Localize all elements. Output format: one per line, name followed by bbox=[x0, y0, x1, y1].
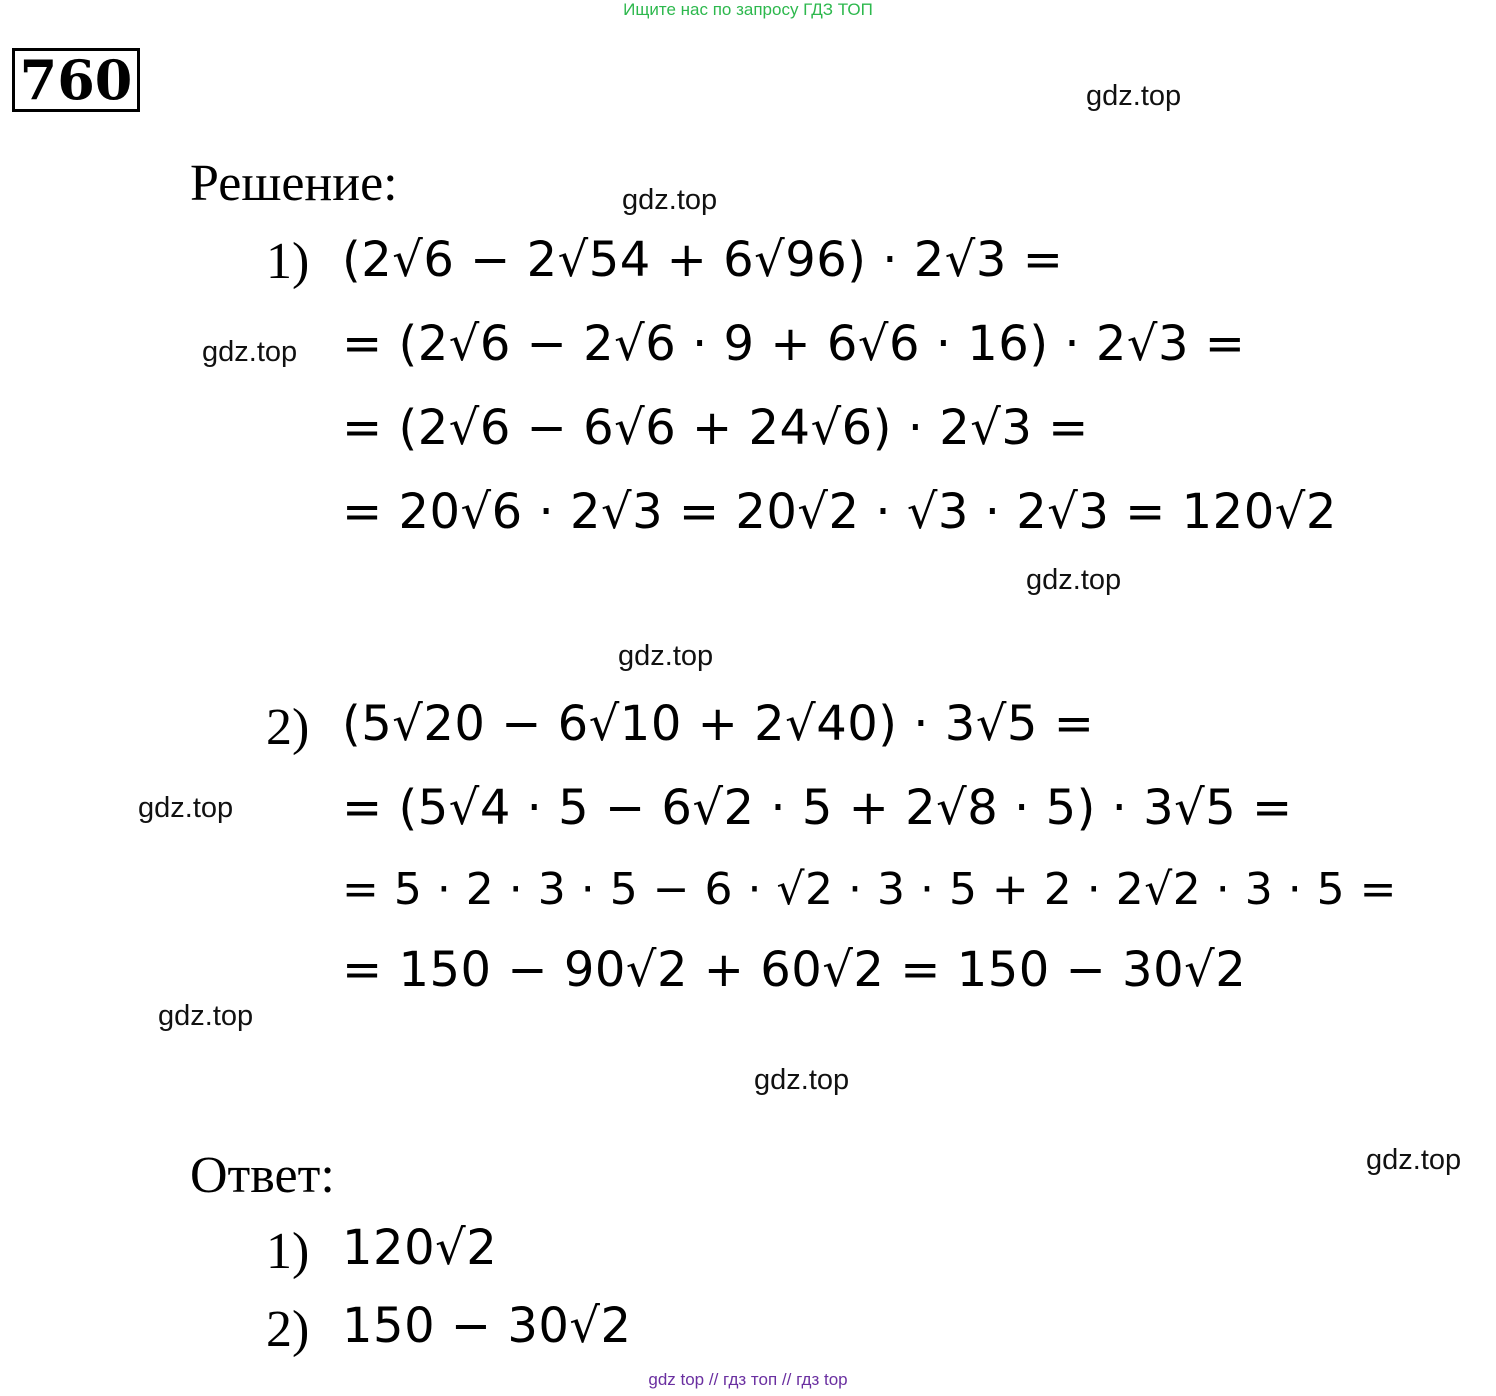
part2-line-2: = (5√4 · 5 − 6√2 · 5 + 2√8 · 5) · 3√5 = bbox=[342, 780, 1293, 836]
footer-separator: // bbox=[708, 1370, 719, 1389]
watermark: gdz.top bbox=[202, 336, 298, 368]
part2-line-3: = 5 · 2 · 3 · 5 − 6 · √2 · 3 · 5 + 2 · 2√2 · 3 · 5 = bbox=[342, 864, 1398, 915]
solution-heading: Решение: bbox=[190, 155, 398, 212]
watermark: gdz.top bbox=[1026, 564, 1122, 596]
answer-1-value: 120√2 bbox=[342, 1220, 498, 1276]
part1-line-3: = (2√6 − 6√6 + 24√6) · 2√3 = bbox=[342, 400, 1089, 456]
answer-2-label: 2) bbox=[266, 1301, 310, 1358]
footer-link-2[interactable]: гдз топ bbox=[723, 1370, 778, 1389]
footer-separator: // bbox=[781, 1370, 792, 1389]
answer-heading: Ответ: bbox=[190, 1147, 335, 1204]
footer-link-1[interactable]: gdz top bbox=[648, 1370, 705, 1389]
part1-line-4: = 20√6 · 2√3 = 20√2 · √3 · 2√3 = 120√2 bbox=[342, 484, 1337, 540]
part1-line-2: = (2√6 − 2√6 · 9 + 6√6 · 16) · 2√3 = bbox=[342, 316, 1246, 372]
watermark: gdz.top bbox=[1086, 80, 1182, 112]
part2-line-4: = 150 − 90√2 + 60√2 = 150 − 30√2 bbox=[342, 942, 1247, 998]
part1-line-1: (2√6 − 2√54 + 6√96) · 2√3 = bbox=[342, 232, 1064, 288]
footer-links bbox=[0, 1370, 1496, 1390]
top-banner[interactable]: Ищите нас по запросу ГДЗ ТОП bbox=[623, 0, 873, 19]
watermark: gdz.top bbox=[1366, 1144, 1462, 1176]
answer-1-label: 1) bbox=[266, 1223, 310, 1280]
watermark: gdz.top bbox=[622, 184, 718, 216]
part2-line-1: (5√20 − 6√10 + 2√40) · 3√5 = bbox=[342, 696, 1095, 752]
footer-link-3[interactable]: гдз top bbox=[796, 1370, 848, 1389]
problem-number: 760 bbox=[12, 48, 140, 112]
part1-label: 1) bbox=[266, 233, 310, 290]
watermark: gdz.top bbox=[754, 1064, 850, 1096]
watermark: gdz.top bbox=[158, 1000, 254, 1032]
part2-label: 2) bbox=[266, 699, 310, 756]
watermark: gdz.top bbox=[138, 792, 234, 824]
watermark: gdz.top bbox=[618, 640, 714, 672]
answer-2-value: 150 − 30√2 bbox=[342, 1298, 632, 1354]
